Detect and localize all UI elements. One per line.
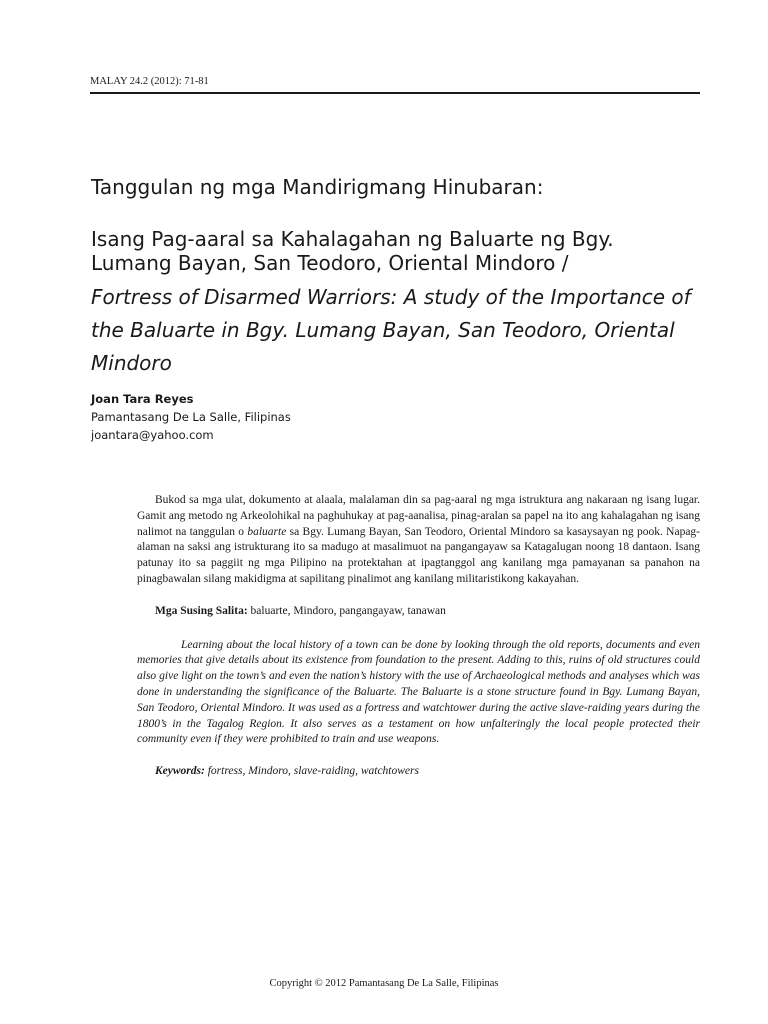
keywords-english [137, 764, 700, 780]
abstract-english: Learning about the local history of a town can be done by looking through the old reports, documents and even memories that give details about its existence from foundation to the present. Adding to this, ruins of old structures could also give light on the town’s and even the nation’s history with the use of Archaeological methods and analyses which was done in understanding the significance of the Baluarte. The Baluarte is a stone structure found in Bgy. Lumang Bayan, San Teodoro, Oriental Mindoro. It was used as a fortress and watchtower during the active slave-raiding years during the 1800’s in the Tagalog Region. It also serves as a testament on how unfalteringly the local people protected their community even if they were prohibited to train and use weapons. [137, 638, 700, 746]
keywords-filipino-label: Mga Susing Salita: [155, 604, 248, 617]
abstract-section [137, 493, 700, 780]
abstract-filipino [137, 493, 700, 588]
abstract-filipino-term: baluarte [247, 525, 287, 538]
author-affiliation: Pamantasang De La Salle, Filipinas [91, 410, 291, 424]
keywords-filipino-value: baluarte, Mindoro, pangangayaw, tanawan [247, 604, 446, 617]
keywords-filipino [137, 604, 700, 620]
header-rule [90, 92, 700, 94]
keywords-english-value: fortress, Mindoro, slave-raiding, watchtowers [204, 765, 419, 778]
keywords-english-label: Keywords: [155, 765, 205, 778]
title-block [91, 173, 691, 380]
copyright-footer: Copyright © 2012 Pamantasang De La Salle, Filipinas [269, 978, 499, 989]
abstract-filipino-part1: Bukod sa mga ulat, dokumento at alaala, malalaman din sa pag-aaral ng mga istruktura ang nakaraan ng isang lugar. Gamit ang metodo ng Arkeolohikal na paghuhukay at pag-aanalisa, pinag-aralan sa papel na ito ang kahalagahan ng isang nalimot na tanggulan o [137, 494, 700, 538]
author-email: joantara@yahoo.com [91, 428, 214, 442]
author-name: Joan Tara Reyes [91, 392, 194, 406]
title-filipino: Isang Pag-aaral sa Kahalagahan ng Baluarte ng Bgy. Lumang Bayan, San Teodoro, Oriental Mindoro / [91, 227, 614, 275]
title-english: Fortress of Disarmed Warriors: A study of the Importance of the Baluarte in Bgy. Lumang Bayan, San Teodoro, Oriental Mindoro [91, 285, 691, 375]
journal-reference: MALAY 24.2 (2012): 71-81 [90, 76, 209, 87]
title-line1: Tanggulan ng mga Mandirigmang Hinubaran: [91, 175, 544, 199]
abstract-filipino-part2: sa Bgy. Lumang Bayan, San Teodoro, Oriental Mindoro sa kasaysayan ng pook. Napag-alaman na saksi ang istrukturang ito sa madugo at masalimuot na pangangayaw sa Katagalugan noong 18 dantaon. Isang patunay ito sa paggiit ng mga Pilipino na protektahan at ipagtanggol ang kanilang mga pamayanan sa panahon na pinagbawalan silang makidigma at sapilitang pinalimot ang kanilang militaristikong kakayahan. [137, 525, 701, 585]
author-block [91, 390, 291, 444]
